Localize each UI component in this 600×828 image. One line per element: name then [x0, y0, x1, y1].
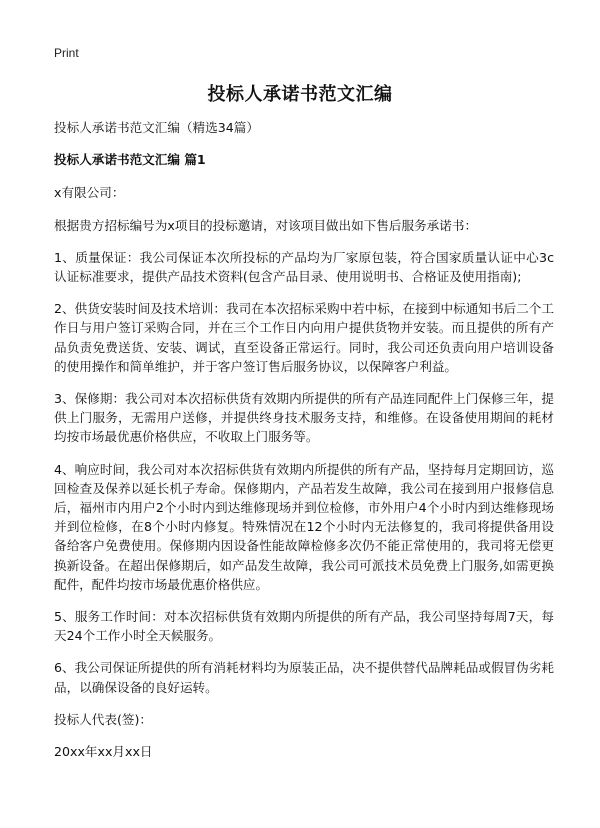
document-title: 投标人承诺书范文汇编: [207, 84, 393, 105]
quality-guarantee-paragraph: 1、质量保证：我公司保证本次所投标的产品均为厂家原包装，符合国家质量认证中心3c认证标准要求，提供产品技术资料(包含产品目录、使用说明书、合格证及使用指南);: [54, 249, 554, 285]
response-time-paragraph: 4、响应时间，我公司对本次招标供货有效期内所提供的所有产品，坚持每月定期回访，巡回检查及保养以延长机子寿命。保修期内，产品若发生故障，我公司在接到用户报修信息后，福州市内用户2个小时内到达维修现场并到位检修，市外用户4个小时内到达维修现场并到位检修，在8个小时内修复。特殊情况在12个小时内无法修复的，我司将提供备用设备给客户免费使用。保修期内因设备性能故障检修多次仍不能正常使用的，我司将无偿更换新设备。在超出保修期后，如产品发生故障，我公司可派技术员免费上门服务,如需更换配件，配件均按市场最优惠价格供应。: [54, 461, 554, 592]
consumables-paragraph: 6、我公司保证所提供的所有消耗材料均为原装正品，决不提供替代品牌耗品或假冒伪劣耗品，以确保设备的良好运转。: [54, 660, 554, 695]
signature-line: 投标人代表(签)：: [54, 711, 152, 727]
service-hours-paragraph: 5、服务工作时间：对本次招标供货有效期内所提供的所有产品，我公司坚持每周7天，每天24个工作小时全天候服务。: [54, 609, 554, 644]
salutation: x有限公司：: [54, 185, 125, 201]
date-line: 20xx年xx月xx日: [54, 744, 153, 760]
document-body: [54, 118, 554, 774]
warranty-paragraph: 3、保修期：我公司对本次招标供货有效期内所提供的所有产品连同配件上门保修三年，提供上门服务，无需用户送修，并提供终身技术服务支持，和维修。在设备使用期间的耗材均按市场最优惠价格供应，不收取上门服务等。: [54, 391, 554, 445]
print-label: Print: [54, 46, 79, 60]
delivery-training-paragraph: 2、供货安装时间及技术培训：我司在本次招标采购中若中标，在接到中标通知书后二个工作日与用户签订采购合同，并在三个工作日内向用户提供货物并安装。而且提供的所有产品负责免费送货、安装、调试，直至设备正常运行。同时，我公司还负责向用户培训设备的使用操作和简单维护，并于客户签订售后服务协议，以保障客户利益。: [54, 301, 554, 374]
intro-paragraph: 根据贵方招标编号为x项目的投标邀请，对该项目做出如下售后服务承诺书：: [54, 217, 478, 233]
document-subtitle: 投标人承诺书范文汇编（精选34篇）: [54, 120, 259, 135]
section-heading: 投标人承诺书范文汇编 篇1: [54, 152, 206, 168]
